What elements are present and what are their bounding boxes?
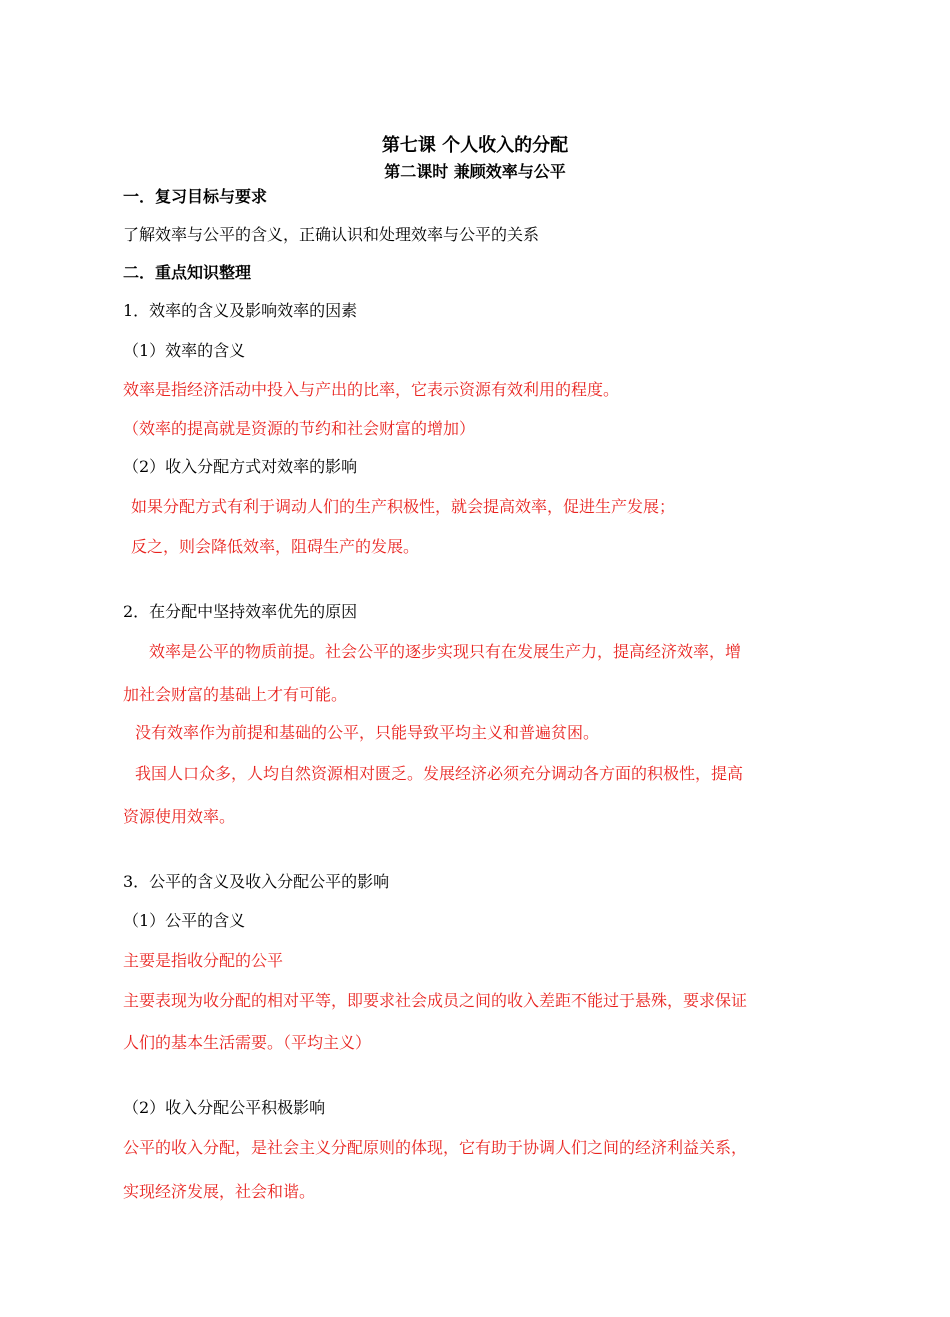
subheading: （1）公平的含义 <box>123 911 246 930</box>
paragraph: 人们的基本生活需要。（平均主义） <box>123 1033 372 1052</box>
paragraph: 反之，则会降低效率，阻碍生产的发展。 <box>131 537 420 556</box>
page-title: 第七课 个人收入的分配 <box>381 135 569 156</box>
paragraph: （效率的提高就是资源的节约和社会财富的增加） <box>123 419 476 438</box>
paragraph: 实现经济发展，社会和谐。 <box>123 1182 316 1201</box>
paragraph: 了解效率与公平的含义，正确认识和处理效率与公平的关系 <box>123 225 540 244</box>
paragraph: 效率是公平的物质前提。社会公平的逐步实现只有在发展生产力，提高经济效率，增 <box>149 642 742 661</box>
paragraph: 主要是指收分配的公平 <box>123 951 284 970</box>
paragraph: 加社会财富的基础上才有可能。 <box>123 685 348 704</box>
subheading: （2）收入分配方式对效率的影响 <box>123 457 358 476</box>
subheading: （2）收入分配公平积极影响 <box>123 1098 326 1117</box>
page-subtitle: 第二课时 兼顾效率与公平 <box>384 162 566 181</box>
paragraph: 资源使用效率。 <box>123 807 236 826</box>
paragraph: 公平的收入分配，是社会主义分配原则的体现，它有助于协调人们之间的经济利益关系， <box>123 1138 748 1157</box>
section-heading-1: 一．复习目标与要求 <box>123 187 268 206</box>
subheading: （1）效率的含义 <box>123 341 246 360</box>
subheading: 2．在分配中坚持效率优先的原因 <box>123 602 358 621</box>
paragraph: 我国人口众多，人均自然资源相对匮乏。发展经济必须充分调动各方面的积极性，提高 <box>135 764 744 783</box>
paragraph: 主要表现为收分配的相对平等，即要求社会成员之间的收入差距不能过于悬殊，要求保证 <box>123 991 748 1010</box>
subheading: 3．公平的含义及收入分配公平的影响 <box>123 872 390 891</box>
paragraph: 没有效率作为前提和基础的公平，只能导致平均主义和普遍贫困。 <box>135 723 600 742</box>
paragraph: 如果分配方式有利于调动人们的生产积极性，就会提高效率，促进生产发展； <box>131 497 676 516</box>
section-heading-2: 二．重点知识整理 <box>123 263 252 282</box>
paragraph: 效率是指经济活动中投入与产出的比率，它表示资源有效利用的程度。 <box>123 380 620 399</box>
subheading: 1．效率的含义及影响效率的因素 <box>123 301 358 320</box>
